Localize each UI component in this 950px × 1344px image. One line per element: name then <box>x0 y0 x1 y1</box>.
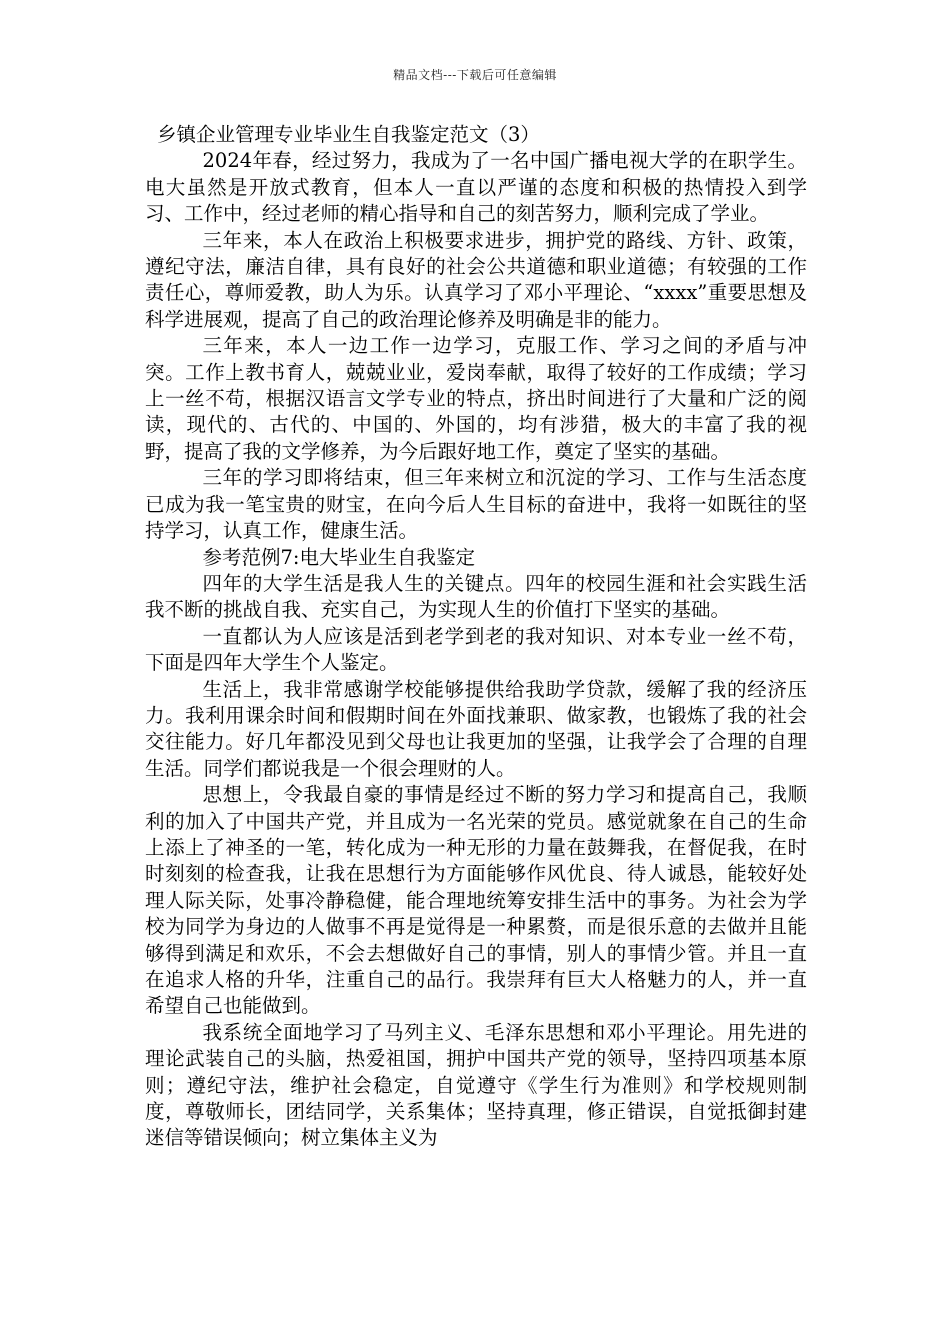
page-header: 精品文档---下载后可任意编辑 <box>393 68 557 82</box>
document-body <box>145 122 807 1152</box>
paragraph-theory-study: 我系统全面地学习了马列主义、毛泽东思想和邓小平理论。用先进的理论武装自己的头脑，热爱祖国，拥护中国共产党的领导，坚持四项基本原则；遵纪守法，维护社会稳定，自觉遵守《学生行为准则》和学校规则制度，尊敬师长，团结同学，关系集体；坚持真理，修正错误，自觉抵御封建迷信等错误倾向；树立集体主义为 <box>145 1020 807 1150</box>
paragraph-ideology: 思想上，令我最自豪的事情是经过不断的努力学习和提高自己，我顺利的加入了中国共产党，并且成为一名光荣的党员。感觉就象在自己的生命上添上了神圣的一笔，转化成为一种无形的力量在鼓舞我，在督促我，在时时刻刻的检查我，让我在思想行为方面能够作风优良、待人诚恳，能较好处理人际关际，处事冷静稳健，能合理地统筹安排生活中的事务。为社会为学校为同学为身边的人做事不再是觉得是一种累赘，而是很乐意的去做并且能够得到满足和欢乐，不会去想做好自己的事情，别人的事情少管。并且一直在追求人格的升华，注重自己的品行。我崇拜有巨大人格魅力的人，并一直希望自己也能做到。 <box>145 783 807 1018</box>
paragraph-politics: 三年来，本人在政治上积极要求进步，拥护党的路线、方针、政策，遵纪守法，廉洁自律，具有良好的社会公共道德和职业道德；有较强的工作责任心，尊师爱教，助人为乐。认真学习了邓小平理论、“xxxx”重要思想及科学进展观，提高了自己的政治理论修养及明确是非的能力。 <box>145 228 807 331</box>
paragraph-daily-life: 生活上，我非常感谢学校能够提供给我助学贷款，缓解了我的经济压力。我利用课余时间和假期时间在外面找兼职、做家教，也锻炼了我的社会交往能力。好几年都没见到父母也让我更加的坚强，让我学会了合理的自理生活。同学们都说我是一个很会理财的人。 <box>145 677 807 780</box>
paragraph-conclusion: 三年的学习即将结束，但三年来树立和沉淀的学习、工作与生活态度已成为我一笔宝贵的财宝，在向今后人生目标的奋进中，我将一如既往的坚持学习，认真工作，健康生活。 <box>145 466 807 543</box>
document-title: 乡镇企业管理专业毕业生自我鉴定范文（3） <box>157 123 540 146</box>
paragraph-university-life: 四年的大学生活是我人生的关键点。四年的校园生涯和社会实践生活我不断的挑战自我、充实自己，为实现人生的价值打下坚实的基础。 <box>145 571 807 622</box>
paragraph-lifelong-learning: 一直都认为人应该是活到老学到老的我对知识、对本专业一丝不苟，下面是四年大学生个人鉴定。 <box>145 624 807 675</box>
paragraph-intro: 2024年春，经过努力，我成为了一名中国广播电视大学的在职学生。电大虽然是开放式教育，但本人一直以严谨的态度和积极的热情投入到学习、工作中，经过老师的精心指导和自己的刻苦努力，顺利完成了学业。 <box>145 149 807 226</box>
paragraph-work-study: 三年来，本人一边工作一边学习，克服工作、学习之间的矛盾与冲突。工作上教书育人，兢兢业业，爱岗奉献，取得了较好的工作成绩；学习上一丝不苟，根据汉语言文学专业的特点，挤出时间进行了大量和广泛的阅读，现代的、古代的、中国的、外国的，均有涉猎，极大的丰富了我的视野，提高了我的文学修养，为今后跟好地工作，奠定了坚实的基础。 <box>145 334 807 463</box>
section-heading-example-7: 参考范例7:电大毕业生自我鉴定 <box>202 545 475 569</box>
